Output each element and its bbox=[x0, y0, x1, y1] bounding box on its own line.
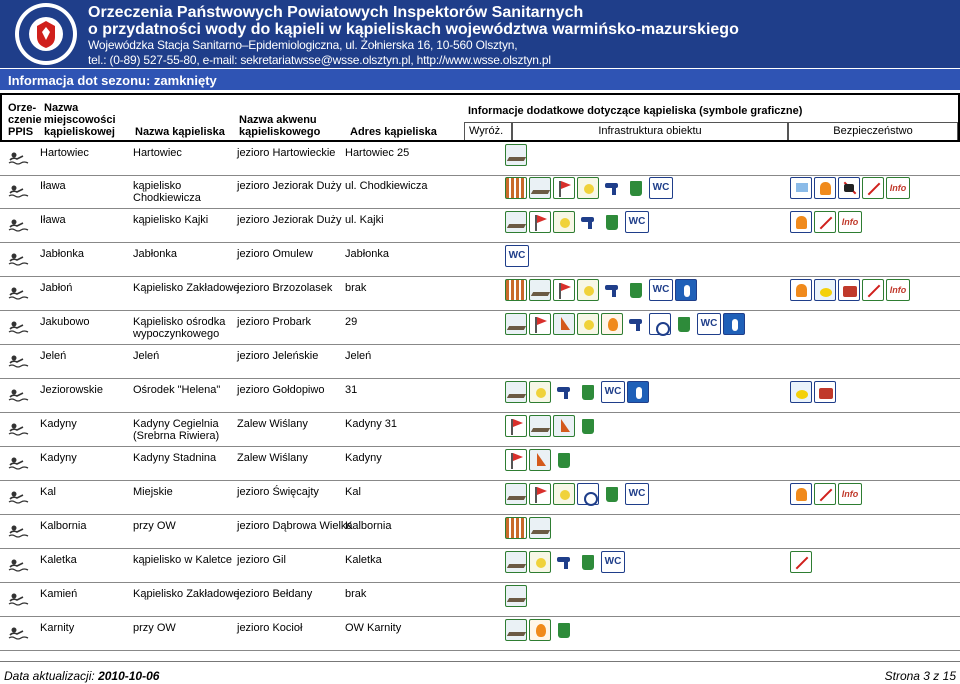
shower-icon bbox=[675, 279, 697, 301]
cell-address: brak bbox=[345, 282, 367, 294]
safety-icons bbox=[790, 211, 862, 233]
swimmer-icon bbox=[8, 592, 30, 606]
wheelchair-icon bbox=[577, 483, 599, 505]
cell-address: brak bbox=[345, 588, 367, 600]
cell-water: jezioro Omulew bbox=[237, 248, 313, 260]
table-row bbox=[0, 209, 960, 243]
cell-water: jezioro Święcajty bbox=[237, 486, 319, 498]
cell-water: jezioro Bełdany bbox=[237, 588, 313, 600]
cell-address: Kadyny 31 bbox=[345, 418, 397, 430]
bin-icon bbox=[601, 211, 623, 233]
bin-icon bbox=[601, 483, 623, 505]
sail-icon bbox=[529, 449, 551, 471]
tap-icon bbox=[553, 551, 575, 573]
infrastructure-icons bbox=[505, 551, 625, 573]
infrastructure-icons bbox=[505, 449, 575, 471]
wc-icon: WC bbox=[649, 279, 673, 301]
wheelchair-icon bbox=[649, 313, 671, 335]
title-line-1: Orzeczenia Państwowych Powiatowych Inspektorów Sanitarnych bbox=[88, 4, 584, 21]
cell-name: Jabłonka bbox=[133, 248, 178, 260]
subheader-distinction: Wyróż. bbox=[464, 122, 512, 140]
col-header-water: Nazwa akwenu kąpieliskowego bbox=[239, 114, 321, 138]
swimmer-icon bbox=[8, 558, 30, 572]
col-header-info: Informacje dodatkowe dotyczące kąpieliska (symbole graficzne) bbox=[468, 105, 803, 117]
cell-address: ul. Chodkiewicza bbox=[345, 180, 428, 192]
wc-icon: WC bbox=[625, 211, 649, 233]
table-row bbox=[0, 413, 960, 447]
update-label: Data aktualizacji: bbox=[4, 669, 95, 683]
table-row bbox=[0, 447, 960, 481]
col-header-name: Nazwa kąpieliska bbox=[135, 126, 225, 138]
pier-icon bbox=[505, 381, 527, 403]
cell-town: Iława bbox=[40, 214, 66, 226]
tap-icon bbox=[601, 279, 623, 301]
table-row bbox=[0, 175, 960, 209]
pier-icon bbox=[505, 211, 527, 233]
pier-icon bbox=[505, 551, 527, 573]
cell-town: Jeleń bbox=[40, 350, 67, 362]
bin-icon bbox=[577, 551, 599, 573]
update-date: 2010-10-06 bbox=[98, 669, 160, 683]
swimmer-icon bbox=[8, 626, 30, 640]
table-row bbox=[0, 515, 960, 549]
table-row bbox=[0, 481, 960, 515]
fire-icon bbox=[601, 313, 623, 335]
cell-water: jezioro Dąbrowa Wielka bbox=[237, 520, 353, 532]
pier-icon bbox=[505, 483, 527, 505]
infrastructure-icons bbox=[505, 177, 673, 199]
cell-town: Iława bbox=[40, 180, 66, 192]
cell-address: Kaletka bbox=[345, 554, 382, 566]
col-header-ppis: Orze- czenie PPIS bbox=[8, 102, 42, 138]
water-quality-icon bbox=[529, 381, 551, 403]
cell-name: przy OW bbox=[133, 622, 176, 634]
swimmer-icon bbox=[8, 388, 30, 402]
tap-icon bbox=[625, 313, 647, 335]
flag-icon bbox=[553, 279, 575, 301]
fence-icon bbox=[505, 279, 527, 301]
pier-icon bbox=[529, 177, 551, 199]
cell-address: OW Karnity bbox=[345, 622, 402, 634]
infrastructure-icons bbox=[505, 313, 745, 335]
table-row bbox=[0, 583, 960, 617]
safety-icons bbox=[790, 279, 910, 301]
swimmer-icon bbox=[8, 184, 30, 198]
subheader-infrastructure: Infrastruktura obiektu bbox=[512, 122, 788, 140]
shower-icon bbox=[627, 381, 649, 403]
cell-name: Ośrodek "Helena" bbox=[133, 384, 221, 396]
swimmer-icon bbox=[8, 286, 30, 300]
duck-icon bbox=[790, 381, 812, 403]
no-dogs-icon bbox=[838, 177, 860, 199]
cell-water: jezioro Jeziorak Duży bbox=[237, 214, 342, 226]
swimmer-icon bbox=[8, 320, 30, 334]
cell-town: Jeziorowskie bbox=[40, 384, 103, 396]
cell-town: Jabłoń bbox=[40, 282, 73, 294]
water-quality-icon bbox=[529, 551, 551, 573]
table-row bbox=[0, 549, 960, 583]
bin-icon bbox=[673, 313, 695, 335]
no-boats-icon bbox=[790, 551, 812, 573]
pier-icon bbox=[529, 415, 551, 437]
cell-name: Hartowiec bbox=[133, 147, 182, 159]
cell-town: Jabłonka bbox=[40, 248, 85, 260]
no-boats-icon bbox=[862, 177, 884, 199]
bin-icon bbox=[553, 449, 575, 471]
cell-name: Kąpielisko Zakładowe bbox=[133, 588, 240, 600]
cell-address: 31 bbox=[345, 384, 358, 396]
page-footer bbox=[0, 661, 960, 684]
no-boats-icon bbox=[814, 211, 836, 233]
wc-icon: WC bbox=[601, 551, 625, 573]
safety-icons bbox=[790, 551, 812, 573]
cell-water: jezioro Gołdopiwo bbox=[237, 384, 325, 396]
cell-address: Jabłonka bbox=[345, 248, 390, 260]
cell-address: Kalbornia bbox=[345, 520, 392, 532]
cell-water: jezioro Probark bbox=[237, 316, 311, 328]
page-number: Strona 3 z 15 bbox=[884, 669, 956, 683]
safety-icons bbox=[790, 177, 910, 199]
pier-icon bbox=[529, 279, 551, 301]
cell-name: kąpielisko Kajki bbox=[133, 214, 209, 226]
flag-icon bbox=[505, 415, 527, 437]
first-aid-icon bbox=[814, 381, 836, 403]
swimmer-icon bbox=[8, 456, 30, 470]
cell-address: ul. Kajki bbox=[345, 214, 384, 226]
cell-water: jezioro Brzozolasek bbox=[237, 282, 333, 294]
info-icon: Info bbox=[838, 483, 862, 505]
cell-town: Kaletka bbox=[40, 554, 77, 566]
pier-icon bbox=[529, 517, 551, 539]
rescue-icon bbox=[790, 279, 812, 301]
rescue-icon bbox=[790, 483, 812, 505]
table-row bbox=[0, 617, 960, 651]
cell-water: jezioro Kocioł bbox=[237, 622, 303, 634]
infrastructure-icons bbox=[505, 517, 551, 539]
infrastructure-icons bbox=[505, 279, 697, 301]
infrastructure-icons bbox=[505, 245, 529, 267]
sail-icon bbox=[553, 415, 575, 437]
cell-name: Jeleń bbox=[133, 350, 160, 362]
rescue-icon bbox=[790, 211, 812, 233]
safety-icons bbox=[790, 483, 862, 505]
table-row bbox=[0, 243, 960, 277]
table-row bbox=[0, 277, 960, 311]
infrastructure-icons bbox=[505, 381, 649, 403]
bin-icon bbox=[577, 415, 599, 437]
first-aid-icon bbox=[838, 279, 860, 301]
shower-icon bbox=[723, 313, 745, 335]
bin-icon bbox=[625, 279, 647, 301]
pier-icon bbox=[505, 585, 527, 607]
tap-icon bbox=[601, 177, 623, 199]
cell-name: Kąpielisko Zakładowe bbox=[133, 282, 240, 294]
fence-icon bbox=[505, 177, 527, 199]
page-header bbox=[0, 0, 960, 68]
sanitary-inspection-logo-icon bbox=[14, 2, 78, 66]
cell-water: jezioro Hartowieckie bbox=[237, 147, 336, 159]
flag-icon bbox=[529, 313, 551, 335]
cell-address: Hartowiec 25 bbox=[345, 147, 410, 159]
info-icon: Info bbox=[886, 279, 910, 301]
flag-icon bbox=[505, 449, 527, 471]
infrastructure-icons bbox=[505, 585, 527, 607]
wc-icon: WC bbox=[649, 177, 673, 199]
pier-icon bbox=[505, 313, 527, 335]
wc-icon: WC bbox=[697, 313, 721, 335]
info-icon: Info bbox=[838, 211, 862, 233]
water-quality-icon bbox=[577, 279, 599, 301]
season-status: Informacja dot sezonu: zamknięty bbox=[0, 68, 960, 90]
update-info bbox=[4, 669, 159, 683]
sail-icon bbox=[553, 313, 575, 335]
col-header-town: Nazwa miejscowości kąpieliskowej bbox=[44, 102, 116, 138]
water-quality-icon bbox=[577, 313, 599, 335]
title-line-2: o przydatności wody do kąpieli w kąpieliskach województwa warmińsko-mazurskiego bbox=[88, 21, 739, 38]
bin-icon bbox=[577, 381, 599, 403]
water-quality-icon bbox=[553, 483, 575, 505]
cell-address: Kadyny bbox=[345, 452, 382, 464]
cell-water: jezioro Jeziorak Duży bbox=[237, 180, 342, 192]
wc-icon: WC bbox=[505, 245, 529, 267]
cell-name: przy OW bbox=[133, 520, 176, 532]
tap-icon bbox=[553, 381, 575, 403]
cell-town: Jakubowo bbox=[40, 316, 90, 328]
swimmer-icon bbox=[8, 354, 30, 368]
safety-icons bbox=[790, 381, 836, 403]
cell-name: Kadyny Cegielnia (Srebrna Riwiera) bbox=[133, 418, 220, 442]
cell-name: Kadyny Stadnina bbox=[133, 452, 217, 464]
table-row bbox=[0, 142, 960, 176]
address-line: Wojewódzka Stacja Sanitarno–Epidemiologiczna, ul. Żołnierska 16, 10-560 Olsztyn, bbox=[88, 38, 518, 52]
wc-icon: WC bbox=[601, 381, 625, 403]
swimmer-icon bbox=[8, 151, 30, 165]
cell-town: Kamień bbox=[40, 588, 78, 600]
cell-town: Kadyny bbox=[40, 452, 77, 464]
subheader-safety: Bezpieczeństwo bbox=[788, 122, 958, 140]
water-quality-icon bbox=[577, 177, 599, 199]
cell-name: kąpielisko w Kaletce bbox=[133, 554, 233, 566]
cell-town: Kalbornia bbox=[40, 520, 87, 532]
info-icon: Info bbox=[886, 177, 910, 199]
infrastructure-icons bbox=[505, 619, 575, 641]
fire-icon bbox=[529, 619, 551, 641]
bin-icon bbox=[553, 619, 575, 641]
cell-name: Kąpielisko ośrodka wypoczynkowego bbox=[133, 316, 226, 340]
cell-town: Hartowiec bbox=[40, 147, 89, 159]
cell-address: Kal bbox=[345, 486, 361, 498]
flag-icon bbox=[529, 211, 551, 233]
table-row bbox=[0, 379, 960, 413]
wc-icon: WC bbox=[625, 483, 649, 505]
no-boats-icon bbox=[814, 483, 836, 505]
table-row bbox=[0, 345, 960, 379]
col-header-address: Adres kąpieliska bbox=[350, 126, 437, 138]
swimmer-icon bbox=[8, 218, 30, 232]
no-boats-icon bbox=[862, 279, 884, 301]
cell-town: Kal bbox=[40, 486, 56, 498]
cell-name: Miejskie bbox=[133, 486, 173, 498]
rescue-icon bbox=[814, 177, 836, 199]
cell-water: jezioro Gil bbox=[237, 554, 286, 566]
cell-address: 29 bbox=[345, 316, 358, 328]
swimmer-icon bbox=[8, 490, 30, 504]
infrastructure-icons bbox=[505, 211, 649, 233]
table-header bbox=[0, 93, 960, 142]
infrastructure-icons bbox=[505, 483, 649, 505]
blue-flag-icon bbox=[790, 177, 812, 199]
water-quality-icon bbox=[553, 211, 575, 233]
cell-name: kąpielisko Chodkiewicza bbox=[133, 180, 201, 204]
flag-icon bbox=[529, 483, 551, 505]
fence-icon bbox=[505, 517, 527, 539]
swimmer-icon bbox=[8, 524, 30, 538]
infrastructure-icons bbox=[505, 415, 599, 437]
duck-icon bbox=[814, 279, 836, 301]
swimmer-icon bbox=[8, 252, 30, 266]
swimmer-icon bbox=[8, 422, 30, 436]
cell-water: Zalew Wiślany bbox=[237, 418, 308, 430]
cell-water: Zalew Wiślany bbox=[237, 452, 308, 464]
pier-icon bbox=[505, 144, 527, 166]
bin-icon bbox=[625, 177, 647, 199]
tap-icon bbox=[577, 211, 599, 233]
cell-town: Kadyny bbox=[40, 418, 77, 430]
contact-line: tel.: (0-89) 527-55-80, e-mail: sekretariatwsse@wsse.olsztyn.pl, http://www.wsse.olsztyn.pl bbox=[88, 53, 551, 67]
table-row bbox=[0, 311, 960, 345]
cell-address: Jeleń bbox=[345, 350, 372, 362]
pier-icon bbox=[505, 619, 527, 641]
flag-icon bbox=[553, 177, 575, 199]
cell-water: jezioro Jeleńskie bbox=[237, 350, 319, 362]
cell-town: Karnity bbox=[40, 622, 75, 634]
infrastructure-icons bbox=[505, 144, 527, 166]
